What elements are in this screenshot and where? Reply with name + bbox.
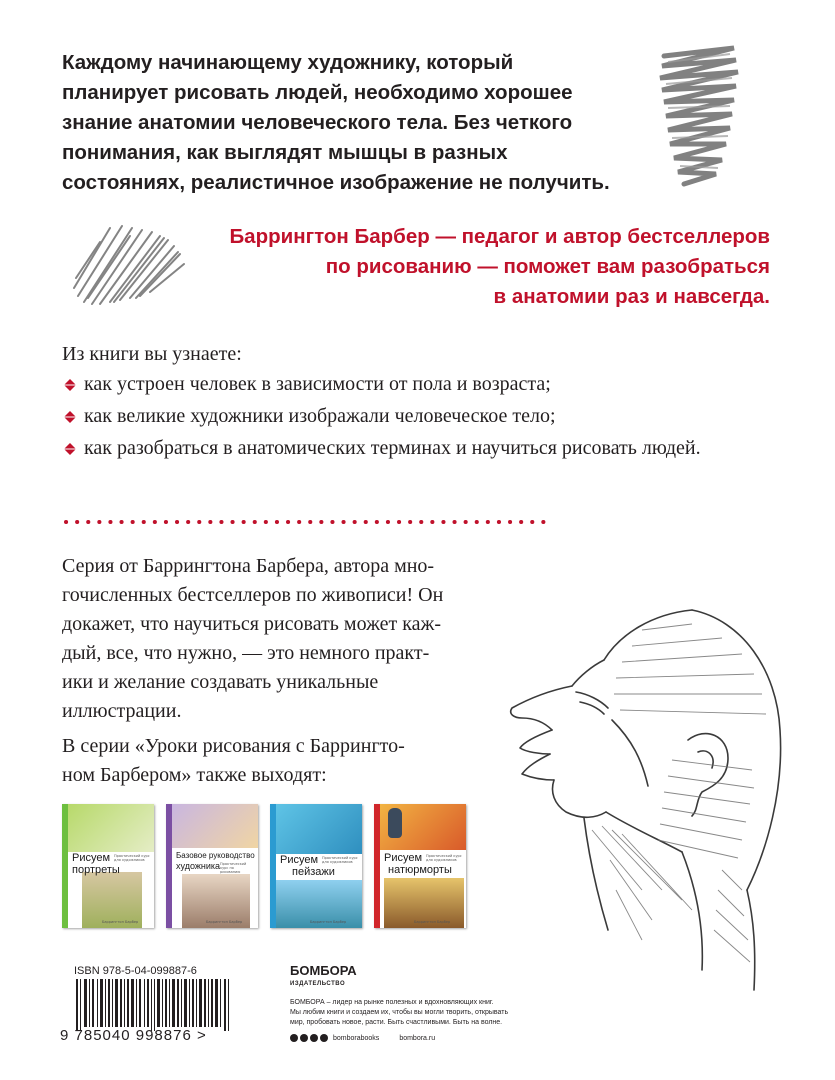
publisher-logo: БОМБОРА: [290, 963, 357, 978]
book-title: натюрморты: [388, 864, 452, 876]
book-author: Баррингтон Барбер: [206, 920, 243, 924]
series-line: дый, все, что нужно, — это немного практ-: [62, 642, 430, 664]
publisher-social: [290, 1034, 435, 1042]
intro-line: планирует рисовать людей, необходимо хорошее: [62, 81, 573, 104]
series-line: докажет, что научиться рисовать может каж-: [62, 613, 442, 635]
book-title: художника: [176, 861, 221, 871]
barcode-digits: 9 785040 998876 >: [60, 1027, 207, 1044]
book-author: Баррингтон Барбер: [414, 920, 451, 924]
book-author: Баррингтон Барбер: [102, 920, 139, 924]
list-item-text: как устроен человек в зависимости от пола и возраста;: [84, 373, 551, 395]
publisher-description: [290, 998, 590, 1028]
barcode: [74, 979, 234, 1031]
book-subtitle: Практический курс для художников: [114, 854, 150, 862]
learn-heading: Из книги вы узнаете:: [62, 343, 242, 365]
intro-line: знание анатомии человеческого тела. Без четкого: [62, 111, 573, 134]
publisher-site: bombora.ru: [399, 1034, 436, 1042]
diamond-bullet-icon: [64, 443, 76, 455]
book-cover: [270, 804, 362, 928]
intro-line: состояниях, реалистичное изображение не получить.: [62, 171, 610, 194]
series-books: [62, 804, 482, 930]
book-title: Рисуем: [384, 852, 423, 864]
series-line: иллюстрации.: [62, 700, 182, 722]
list-item-text: как разобраться в анатомических терминах и научиться рисовать людей.: [84, 437, 701, 459]
head-sketch-illustration: [492, 590, 792, 1010]
publisher-line: Мы любим книги и создаем их, чтобы вы могли творить, открывать: [290, 1009, 509, 1016]
pencil-scribble-decoration: [70, 218, 188, 308]
publisher-line: мир, пробовать новое, расти. Быть счастливыми. Быть на волне.: [290, 1019, 503, 1026]
intro-paragraph: [62, 48, 682, 198]
series-line: ики и желание создавать уникальные: [62, 671, 379, 693]
quote-line: Баррингтон Барбер — педагог и автор бестселлеров: [229, 225, 770, 248]
vk-icon: [300, 1034, 308, 1042]
series-line: гочисленных бестселлеров по живописи! Он: [62, 584, 444, 606]
book-title: пейзажи: [292, 866, 335, 878]
facebook-icon: [290, 1034, 298, 1042]
book-subtitle: Практический курс для художников: [426, 854, 462, 862]
social-handle: bomborabooks: [333, 1034, 380, 1042]
book-subtitle: Практический курс по рисованию: [220, 862, 247, 874]
series-description: [62, 552, 532, 790]
book-cover: [62, 804, 154, 928]
quote-line: в анатомии раз и навсегда.: [493, 285, 770, 308]
series-line: В серии «Уроки рисования с Баррингто-: [62, 735, 405, 757]
instagram-icon: [320, 1034, 328, 1042]
list-item: [62, 434, 702, 463]
book-title: Базовое руководство: [176, 851, 255, 860]
isbn-label: ISBN 978-5-04-099887-6: [74, 965, 197, 977]
dotted-divider: [62, 518, 552, 526]
publisher-line: БОМБОРА – лидер на рынке полезных и вдохновляющих книг.: [290, 999, 494, 1006]
diamond-bullet-icon: [64, 379, 76, 391]
series-line: ном Барбером» также выходят:: [62, 764, 327, 786]
book-author: Баррингтон Барбер: [310, 920, 347, 924]
pencil-scribble-decoration: [652, 44, 742, 194]
author-quote: [210, 222, 770, 312]
intro-line: понимания, как выглядят мышцы в разных: [62, 141, 508, 164]
book-subtitle: Практический курс для художников: [322, 856, 358, 864]
ok-icon: [310, 1034, 318, 1042]
book-title: Рисуем: [72, 852, 111, 864]
series-line: Серия от Баррингтона Барбера, автора мно-: [62, 555, 435, 577]
list-item: [62, 402, 702, 431]
list-item-text: как великие художники изображали человеческое тело;: [84, 405, 556, 427]
book-cover: [166, 804, 258, 928]
book-title: Рисуем: [280, 854, 319, 866]
book-title: портреты: [72, 864, 120, 876]
intro-line: Каждому начинающему художнику, который: [62, 51, 514, 74]
diamond-bullet-icon: [64, 411, 76, 423]
learn-list: [62, 370, 702, 466]
quote-line: по рисованию — поможет вам разобраться: [325, 255, 770, 278]
list-item: [62, 370, 702, 399]
publisher-logo-sub: ИЗДАТЕЛЬСТВО: [290, 981, 346, 987]
book-cover: [374, 804, 466, 928]
